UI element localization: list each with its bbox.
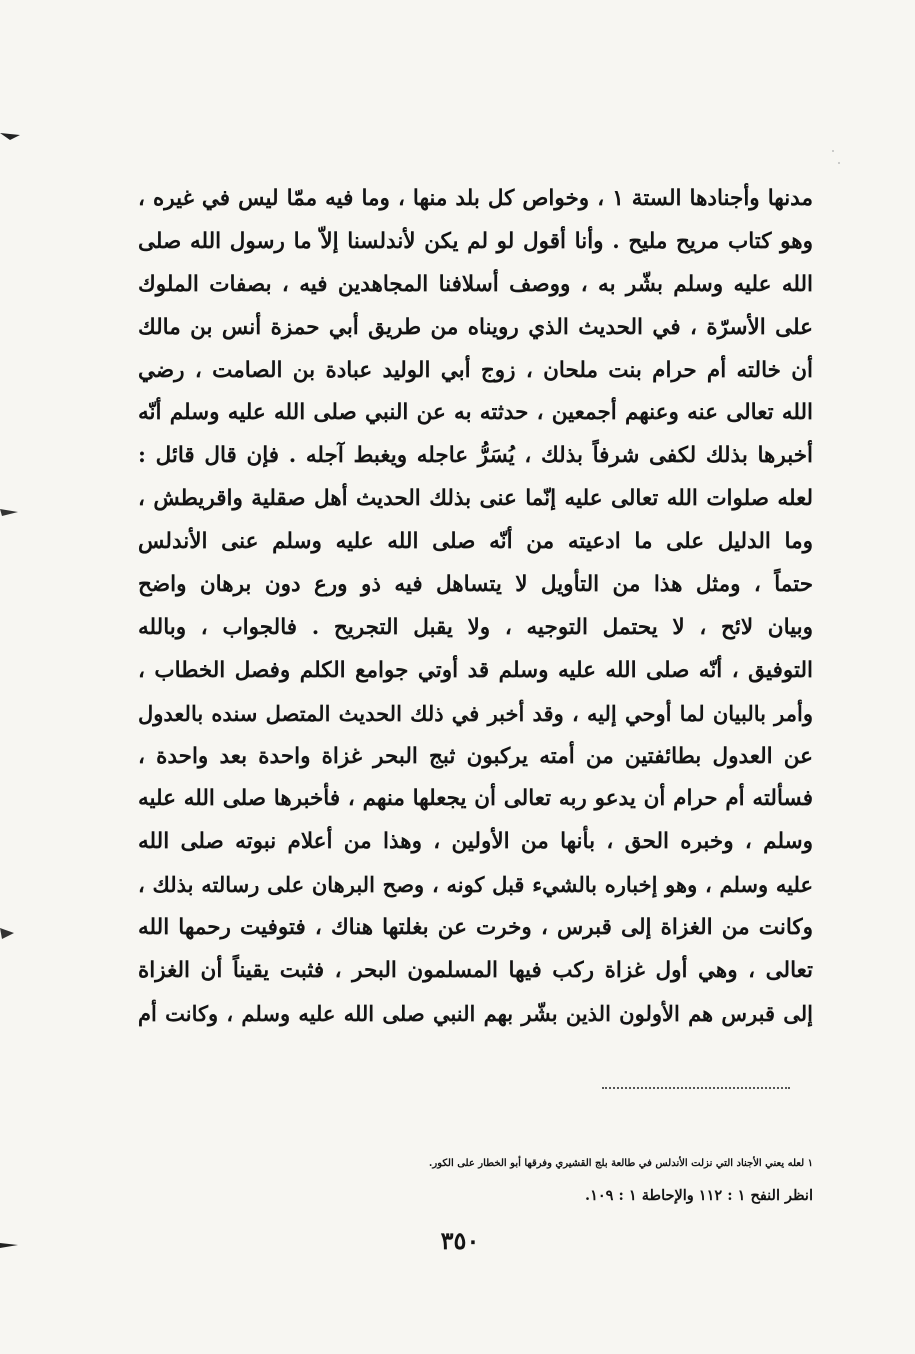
text-line: أخبرها بذلك لكفى شرفاً بذلك ، يُسَرُّ عاجله ويغبط آجله . فإن قال قائل : bbox=[138, 443, 813, 469]
text-line: تعالى ، وهي أول غزاة ركب فيها المسلمون البحر ، فثبت يقيناً أن الغزاة bbox=[138, 958, 813, 984]
text-line: الله تعالى عنه وعنهم أجمعين ، حدثته به عن النبي صلى الله عليه وسلم أنّه bbox=[138, 400, 813, 426]
footnote-divider bbox=[602, 1087, 790, 1089]
footnote-line: انظر النفح ١ : ١١٢ والإحاطة ١ : ١٠٩. bbox=[585, 1187, 813, 1204]
text-line: عليه وسلم ، وهو إخباره بالشيء قبل كونه ، وصح البرهان على رسالته بذلك ، bbox=[138, 872, 813, 898]
margin-arrow-icon bbox=[0, 926, 22, 940]
text-line: على الأسرّة ، في الحديث الذي رويناه من طريق أبي حمزة أنس بن مالك bbox=[138, 314, 813, 340]
margin-arrow-icon bbox=[0, 128, 22, 142]
text-line: مدنها وأجنادها الستة ١ ، وخواص كل بلد منها ، وما فيه ممّا ليس في غيره ، bbox=[138, 186, 813, 211]
text-line: فسألته أم حرام أن يدعو ربه تعالى أن يجعلها منهم ، فأخبرها صلى الله عليه bbox=[138, 786, 813, 812]
margin-arrow-icon bbox=[0, 505, 22, 519]
text-line: وأمر بالبيان لما أوحي إليه ، وقد أخبر في ذلك الحديث المتصل سنده بالعدول bbox=[138, 700, 813, 726]
margin-arrow-icon bbox=[0, 1238, 22, 1252]
main-text bbox=[138, 178, 813, 1036]
page-speck bbox=[838, 162, 840, 164]
page-number: ٣٥٠ bbox=[440, 1226, 480, 1255]
footnote-line: ١ لعله يعني الأجناد التي نزلت الأندلس في طالعة بلج القشيري وفرقها أبو الخطار على الكور. bbox=[428, 1158, 813, 1169]
footnotes bbox=[430, 1148, 813, 1212]
text-line: وكانت من الغزاة إلى قبرس ، وخرت عن بغلتها هناك ، فتوفيت رحمها الله bbox=[138, 915, 813, 941]
text-line: أن خالته أم حرام بنت ملحان ، زوج أبي الوليد عبادة بن الصامت ، رضي bbox=[138, 357, 813, 383]
text-line: وسلم ، وخبره الحق ، بأنها من الأولين ، وهذا من أعلام نبوته صلى الله bbox=[138, 829, 813, 855]
text-line: وبيان لائح ، لا يحتمل التوجيه ، ولا يقبل التجريح . فالجواب ، وبالله bbox=[138, 614, 813, 640]
text-line: الله عليه وسلم بشّر به ، ووصف أسلافنا المجاهدين فيه ، بصفات الملوك bbox=[138, 271, 813, 297]
text-line: حتماً ، ومثل هذا من التأويل لا يتساهل فيه ذو ورع دون برهان واضح bbox=[138, 572, 813, 598]
text-line: وما الدليل على ما ادعيته من أنّه صلى الله عليه وسلم عنى الأندلس bbox=[138, 529, 813, 555]
text-line: عن العدول بطائفتين من أمته يركبون ثبج البحر غزاة واحدة بعد واحدة ، bbox=[138, 743, 813, 769]
text-line: التوفيق ، أنّه صلى الله عليه وسلم قد أوتي جوامع الكلم وفصل الخطاب ، bbox=[138, 657, 813, 683]
page-speck bbox=[832, 150, 834, 152]
text-line: لعله صلوات الله تعالى عليه إنّما عنى بذلك الحديث أهل صقلية واقريطش ، bbox=[138, 486, 813, 512]
text-line: وهو كتاب مريح مليح . وأنا أقول لو لم يكن لأندلسنا إلاّ ما رسول الله صلى bbox=[138, 228, 813, 254]
text-line: إلى قبرس هم الأولون الذين بشّر بهم النبي صلى الله عليه وسلم ، وكانت أم bbox=[138, 1000, 813, 1026]
